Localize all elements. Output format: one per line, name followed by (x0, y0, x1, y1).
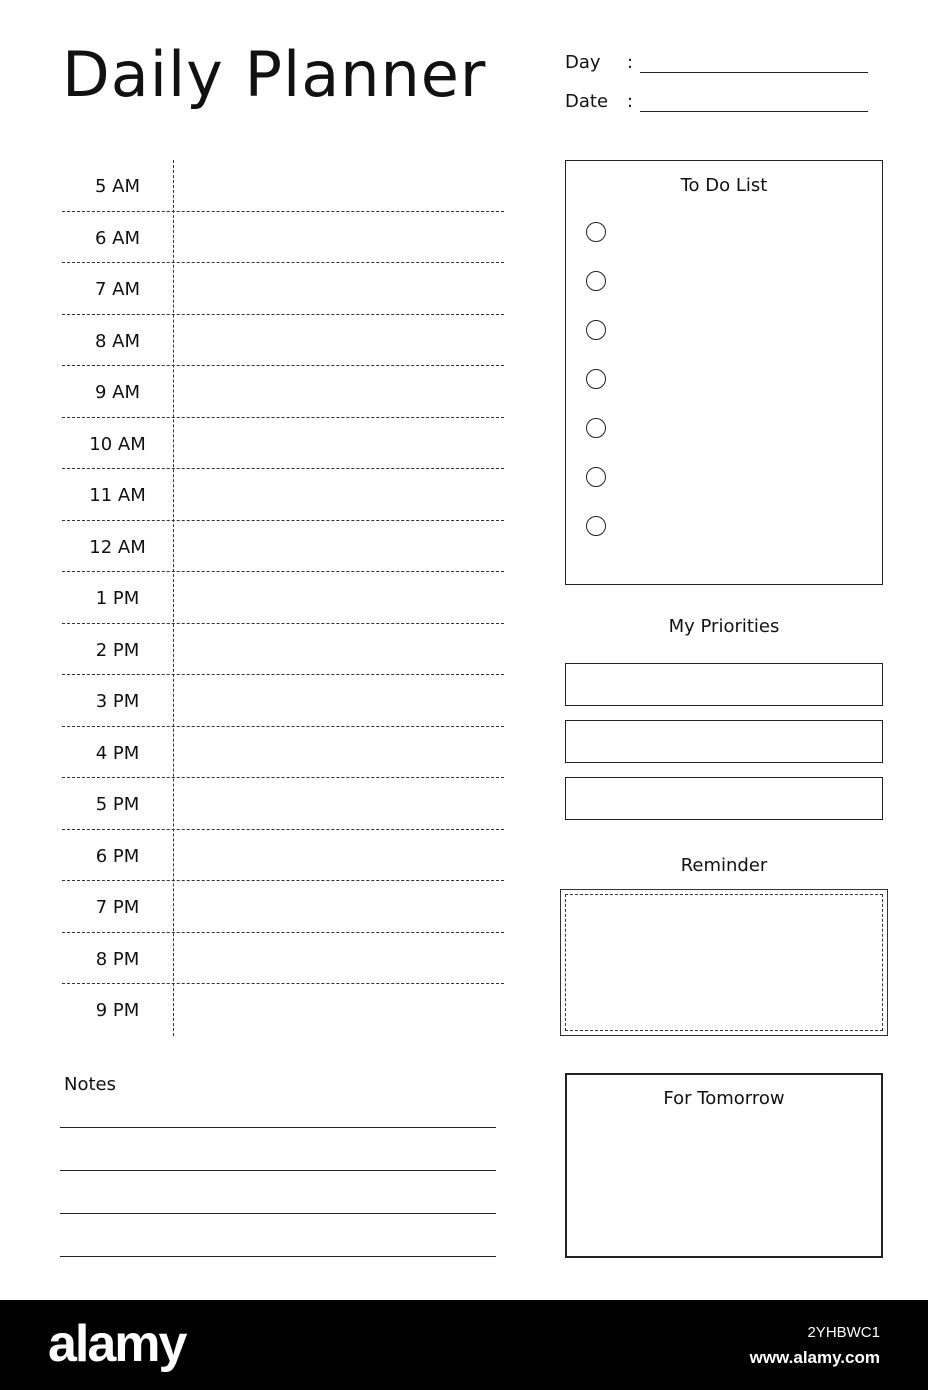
time-label: 4 PM (95, 742, 140, 764)
time-slot[interactable] (62, 830, 504, 882)
reminder-box[interactable] (560, 889, 888, 1036)
time-slot[interactable] (62, 933, 504, 985)
time-slot[interactable] (62, 263, 504, 315)
time-slot[interactable] (62, 418, 504, 470)
time-label: 5 PM (95, 794, 140, 815)
time-slot[interactable] (62, 469, 504, 521)
time-slot[interactable] (62, 160, 504, 212)
time-slot[interactable] (62, 778, 504, 830)
time-label: 10 AM (89, 433, 146, 455)
todo-list-title: To Do List (680, 175, 768, 196)
time-slot[interactable] (62, 572, 504, 624)
reminder-dashed-border (565, 894, 883, 1031)
time-slot[interactable] (62, 881, 504, 933)
time-label: 11 AM (89, 485, 146, 506)
for-tomorrow-title: For Tomorrow (663, 1088, 785, 1109)
time-label: 7 PM (95, 897, 140, 918)
priority-box[interactable] (565, 663, 883, 706)
time-label: 5 AM (94, 176, 141, 197)
priority-box[interactable] (565, 777, 883, 820)
date-colon: : (627, 91, 634, 112)
image-id: 2YHBWC1 (807, 1324, 880, 1341)
notes-line[interactable] (60, 1170, 496, 1171)
circle-checkbox-icon[interactable] (586, 516, 606, 536)
notes-line[interactable] (60, 1213, 496, 1214)
time-label: 6 PM (95, 845, 140, 867)
notes-title: Notes (64, 1074, 116, 1095)
time-label: 8 AM (94, 330, 141, 352)
notes-line[interactable] (60, 1256, 496, 1257)
reminder-title: Reminder (680, 855, 768, 876)
watermark-bar (0, 1300, 928, 1390)
time-slot[interactable] (62, 315, 504, 367)
date-input-line[interactable] (640, 111, 868, 112)
circle-checkbox-icon[interactable] (586, 271, 606, 291)
time-slot[interactable] (62, 624, 504, 676)
time-label: 8 PM (95, 948, 140, 970)
time-slot[interactable] (62, 521, 504, 573)
time-label: 2 PM (95, 639, 140, 661)
date-label: Date (565, 91, 609, 112)
circle-checkbox-icon[interactable] (586, 369, 606, 389)
time-label: 3 PM (95, 691, 140, 712)
time-label: 6 AM (94, 227, 141, 249)
time-slot[interactable] (62, 984, 504, 1036)
day-colon: : (627, 52, 634, 73)
todo-list-box (565, 160, 883, 585)
day-label: Day (565, 52, 601, 73)
time-slot[interactable] (62, 727, 504, 779)
priority-box[interactable] (565, 720, 883, 763)
time-slot[interactable] (62, 675, 504, 727)
circle-checkbox-icon[interactable] (586, 467, 606, 487)
time-label: 1 PM (95, 588, 140, 609)
for-tomorrow-box[interactable] (565, 1073, 883, 1258)
alamy-logo: alamy (48, 1315, 186, 1373)
time-label: 9 AM (94, 382, 141, 403)
watermark-url: www.alamy.com (749, 1348, 880, 1367)
priorities-title: My Priorities (668, 616, 780, 637)
notes-line[interactable] (60, 1127, 496, 1128)
day-input-line[interactable] (640, 72, 868, 73)
time-slot[interactable] (62, 212, 504, 264)
hourly-schedule (62, 160, 504, 1036)
time-label: 12 AM (89, 536, 146, 558)
time-label: 9 PM (95, 1000, 140, 1021)
circle-checkbox-icon[interactable] (586, 222, 606, 242)
circle-checkbox-icon[interactable] (586, 320, 606, 340)
page-title: Daily Planner (62, 38, 487, 111)
time-label: 7 AM (94, 279, 141, 300)
circle-checkbox-icon[interactable] (586, 418, 606, 438)
time-slot[interactable] (62, 366, 504, 418)
